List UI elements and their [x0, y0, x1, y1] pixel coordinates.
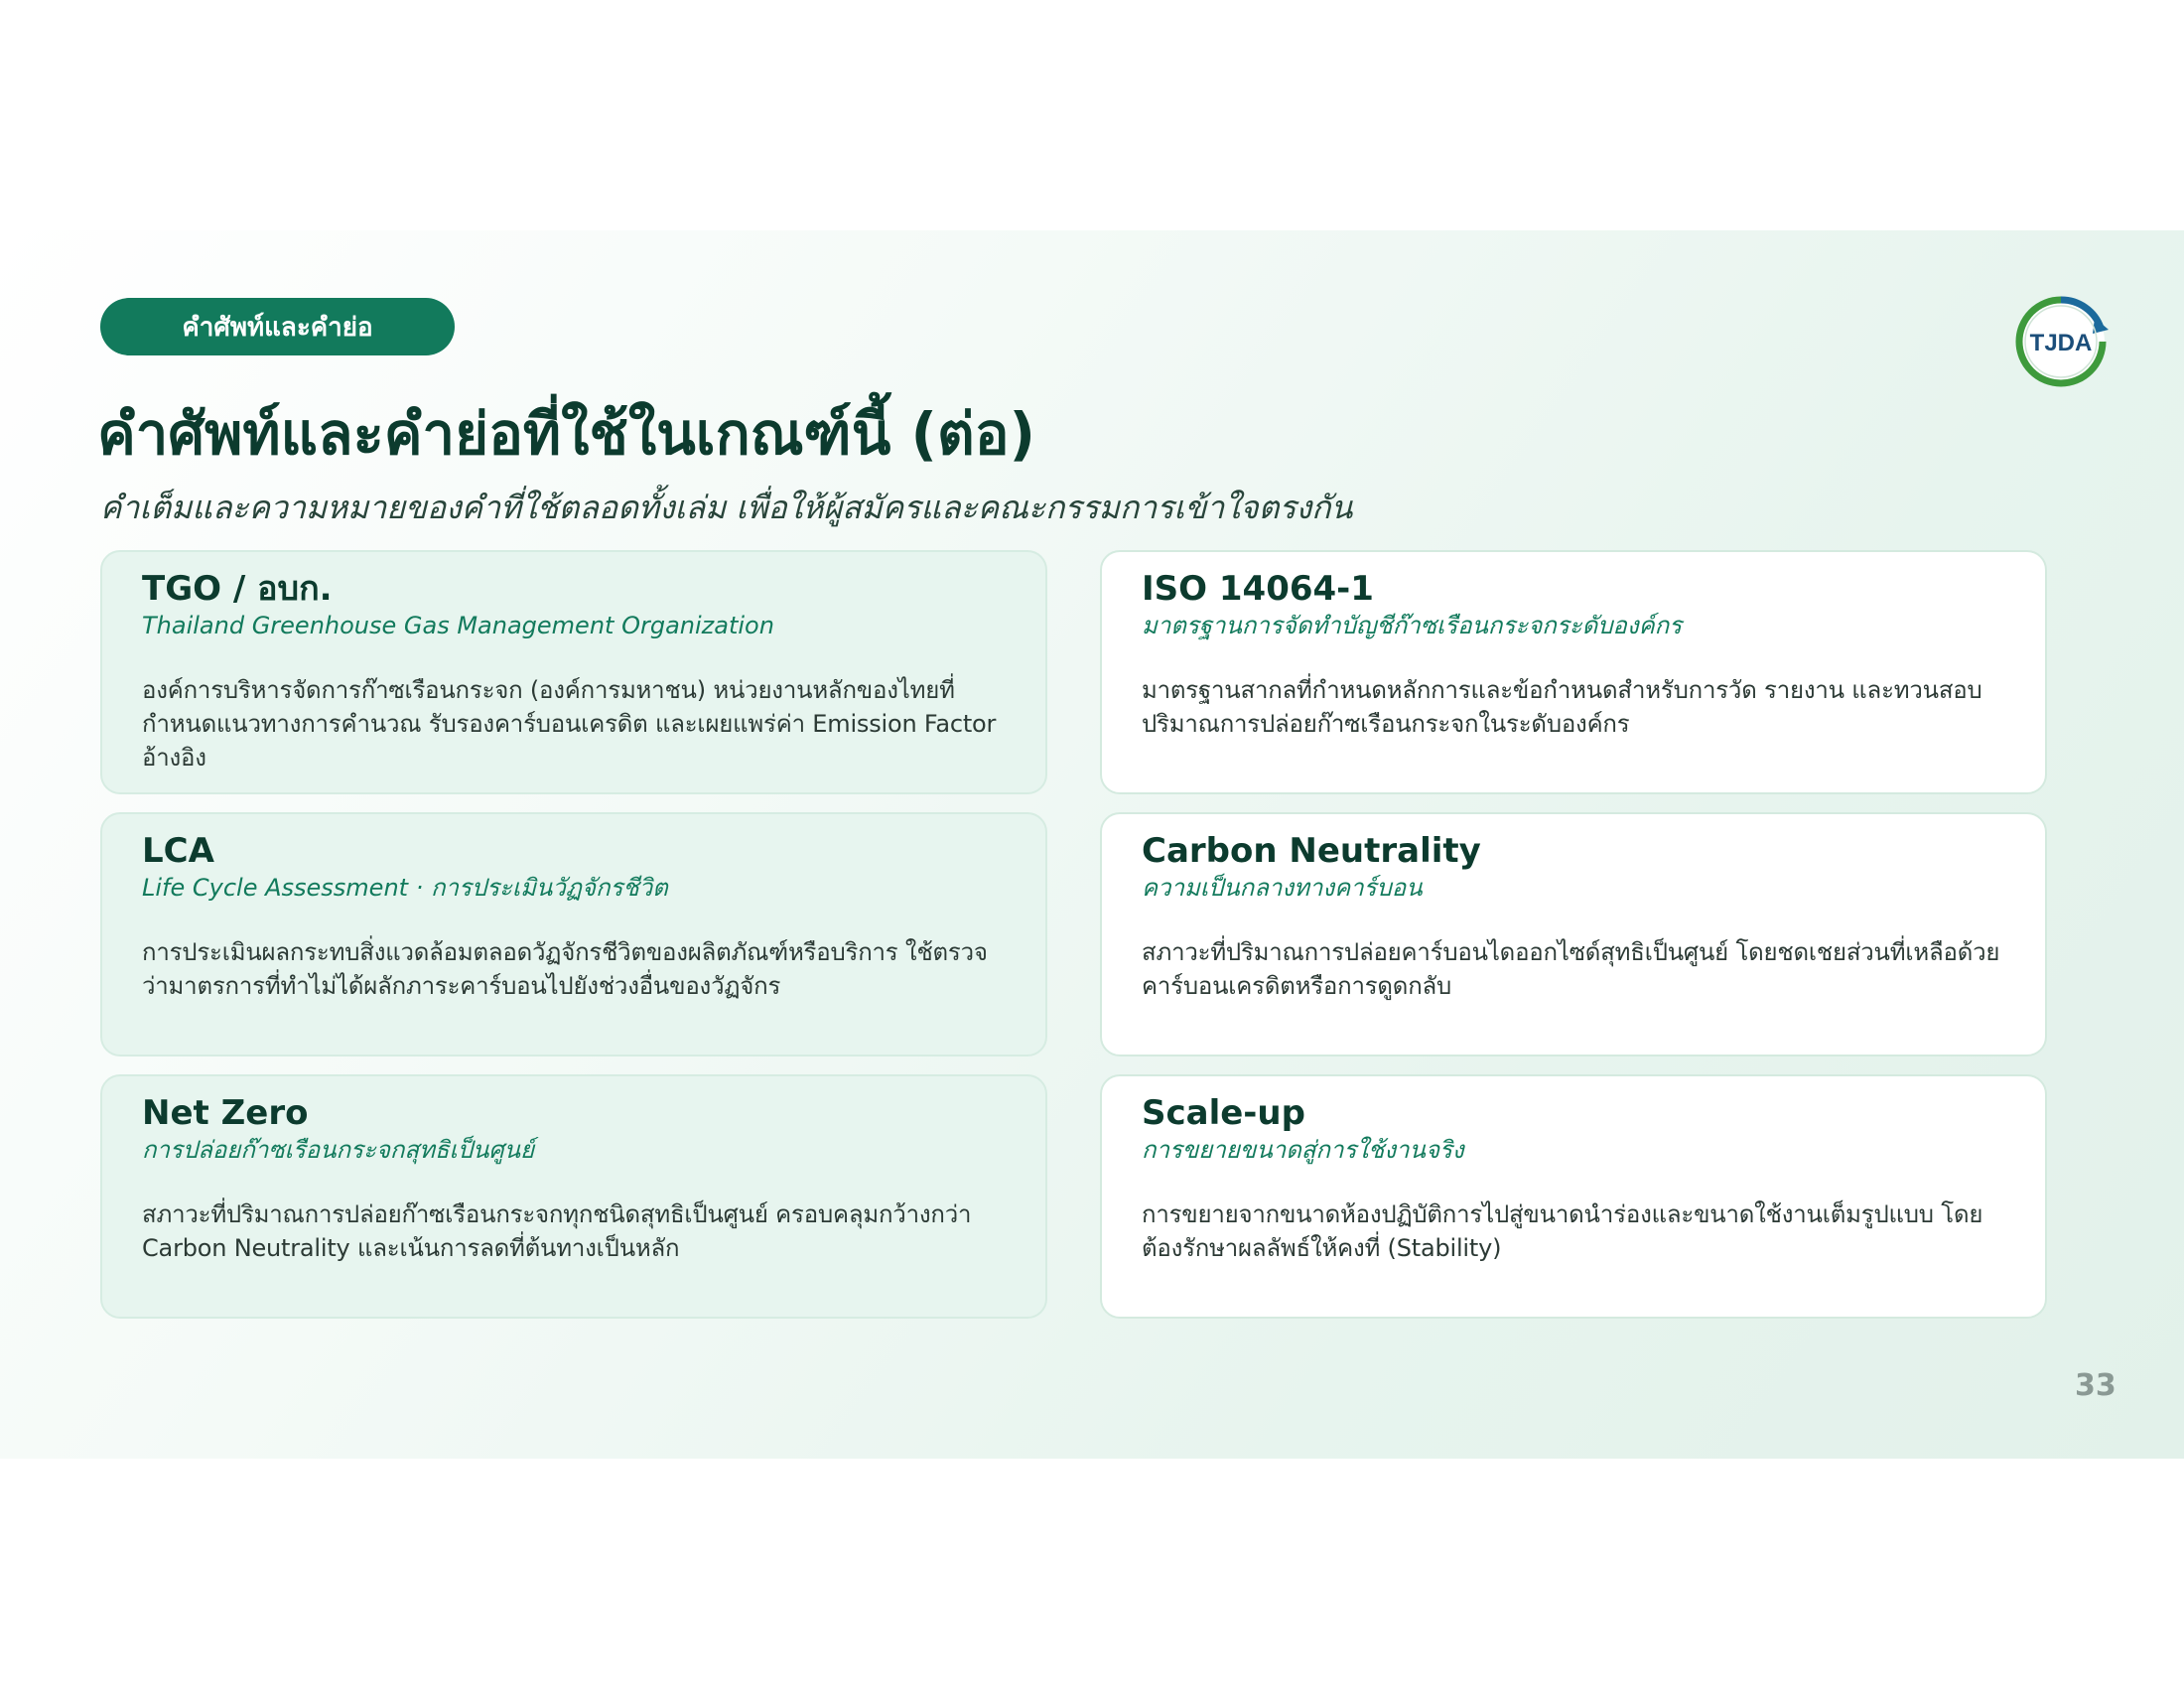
term-heading: Carbon Neutrality [1142, 831, 1481, 871]
page-subtitle: คำเต็มและความหมายของคำที่ใช้ตลอดทั้งเล่ม เพื่อให้ผู้สมัครและคณะกรรมการเข้าใจตรงกัน [100, 489, 1353, 526]
term-heading: Scale-up [1142, 1093, 1305, 1133]
term-description: สภาวะที่ปริมาณการปล่อยคาร์บอนไดออกไซด์สุทธิเป็นศูนย์ โดยชดเชยส่วนที่เหลือด้วยคาร์บอนเครดิตหรือการดูดกลับ [1142, 938, 2000, 1000]
term-heading: LCA [142, 831, 214, 871]
term-description: มาตรฐานสากลที่กำหนดหลักการและข้อกำหนดสำหรับการวัด รายงาน และทวนสอบปริมาณการปล่อยก๊าซเรือนกระจกในระดับองค์กร [1142, 676, 1982, 738]
term-description: การขยายจากขนาดห้องปฏิบัติการไปสู่ขนาดนำร่องและขนาดใช้งานเต็มรูปแบบ โดยต้องรักษาผลลัพธ์ให้คงที่ (Stability) [1142, 1200, 1983, 1262]
term-card-tgo [100, 550, 1047, 794]
term-card-lca [100, 812, 1047, 1056]
term-card-carbon-neutrality [1100, 812, 2047, 1056]
term-heading: TGO / อบก. [142, 569, 333, 609]
term-expansion: Life Cycle Assessment · การประเมินวัฏจักรชีวิต [142, 874, 668, 902]
term-expansion: มาตรฐานการจัดทำบัญชีก๊าซเรือนกระจกระดับองค์กร [1142, 612, 1683, 639]
term-description: การประเมินผลกระทบสิ่งแวดล้อมตลอดวัฏจักรชีวิตของผลิตภัณฑ์หรือบริการ ใช้ตรวจว่ามาตรการที่ทำไม่ได้ผลักภาระคาร์บอนไปยังช่วงอื่นของวัฏจักร [142, 938, 988, 1000]
term-heading: ISO 14064-1 [1142, 569, 1374, 609]
section-tag: คำศัพท์และคำย่อ [100, 298, 455, 355]
term-description: สภาวะที่ปริมาณการปล่อยก๊าซเรือนกระจกทุกชนิดสุทธิเป็นศูนย์ ครอบคลุมกว้างกว่า Carbon Neutrality และเน้นการลดที่ต้นทางเป็นหลัก [142, 1200, 972, 1262]
logo-text: TJDA [2029, 330, 2093, 356]
term-expansion: ความเป็นกลางทางคาร์บอน [1142, 874, 1423, 902]
term-card-iso-14064-1 [1100, 550, 2047, 794]
term-card-net-zero [100, 1074, 1047, 1319]
term-expansion: Thailand Greenhouse Gas Management Organization [142, 612, 774, 639]
term-description: องค์การบริหารจัดการก๊าซเรือนกระจก (องค์การมหาชน) หน่วยงานหลักของไทยที่กำหนดแนวทางการคำนวณ รับรองคาร์บอนเครดิต และเผยแพร่ค่า Emission Factor อ้างอิง [142, 676, 997, 772]
terms-grid [0, 230, 2184, 1459]
term-expansion: การปล่อยก๊าซเรือนกระจกสุทธิเป็นศูนย์ [142, 1136, 535, 1164]
slide [0, 230, 2184, 1459]
term-heading: Net Zero [142, 1093, 309, 1133]
page-number: 33 [2075, 1368, 2116, 1403]
term-expansion: การขยายขนาดสู่การใช้งานจริง [1142, 1136, 1464, 1164]
term-card-scale-up [1100, 1074, 2047, 1319]
page-title: คำศัพท์และคำย่อที่ใช้ในเกณฑ์นี้ (ต่อ) [97, 400, 1036, 468]
